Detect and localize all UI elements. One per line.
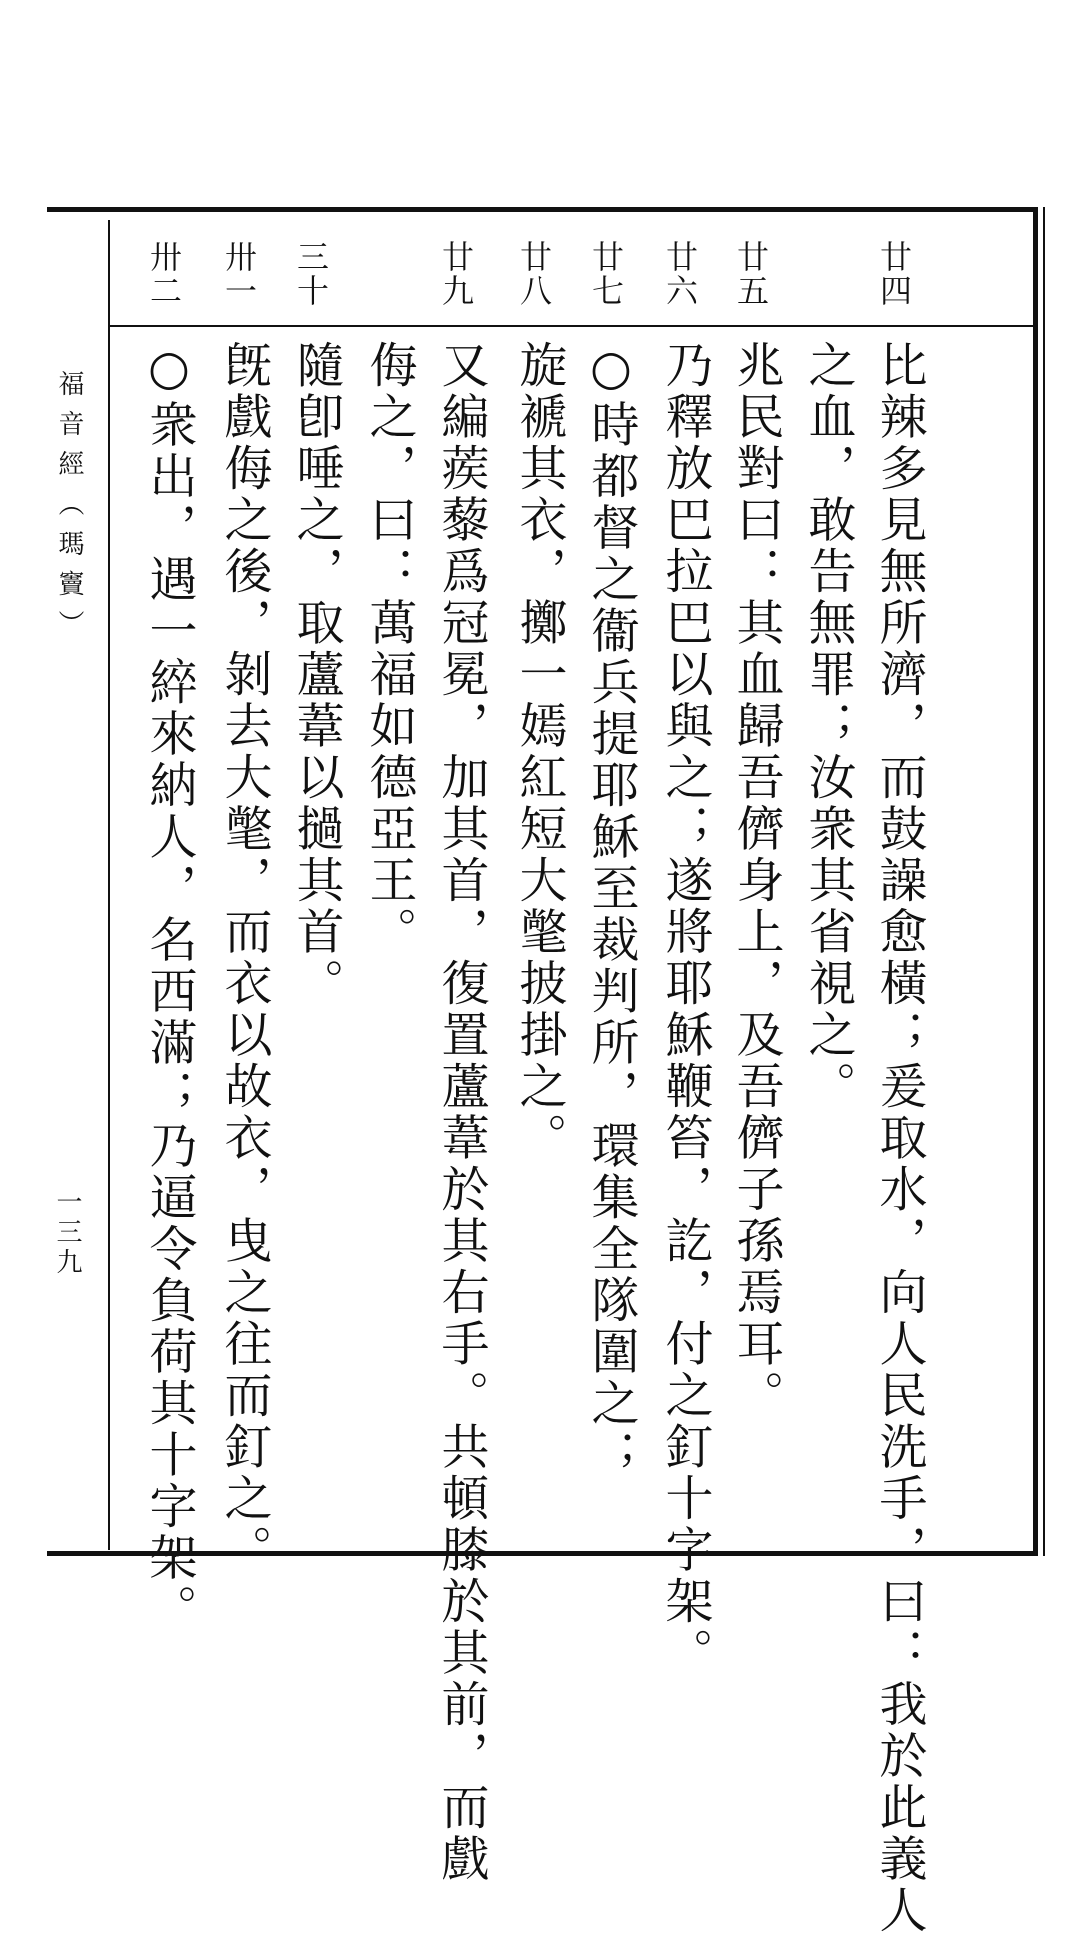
verse-text-column: 乃釋放巴拉巴以與之；遂將耶穌鞭笞，訖，付之釘十字架。 xyxy=(657,340,713,1679)
verse-text-column: ○時都督之衞兵提耶穌至裁判所，環集全隊圍之； xyxy=(583,340,639,1481)
verse-number: 三十 xyxy=(292,240,330,308)
verse-number: 廿七 xyxy=(587,240,625,308)
verse-text-column: 兆民對曰：其血歸吾儕身上，及吾儕子孫焉耳。 xyxy=(728,340,784,1422)
verse-text-column: 旋褫其衣，擲一嫣紅短大氅披掛之。 xyxy=(511,340,567,1164)
verse-number: 廿四 xyxy=(875,240,913,308)
verse-number-divider xyxy=(110,325,1033,327)
running-title: 福音經（瑪竇） xyxy=(54,370,84,650)
frame-left-rule xyxy=(108,220,110,1550)
frame-right-thin-rule xyxy=(1043,207,1045,1556)
verse-number: 卅二 xyxy=(145,240,183,308)
verse-text-column: 侮之，曰：萬福如德亞王。 xyxy=(361,340,417,958)
verse-number: 廿五 xyxy=(732,240,770,308)
verse-text-column: ○衆出，遇一綷來納人，名西滿；乃逼令負荷其十字架。 xyxy=(141,340,197,1636)
verse-text-column: 隨卽唾之，取蘆葦以撾其首。 xyxy=(288,340,344,1010)
verse-text-column: 之血，敢告無罪；汝衆其省視之。 xyxy=(800,340,856,1113)
verse-text-column: 旣戲侮之後，剝去大氅，而衣以故衣，曳之往而釘之。 xyxy=(216,340,272,1576)
verse-text-column: 又編蒺藜爲冠冕，加其首，復置蘆葦於其右手。共頓膝於其前，而戲 xyxy=(433,340,489,1885)
verse-text-column: 比辣多見無所濟，而鼓譟愈橫；爰取水，向人民洗手，曰：我於此義人 xyxy=(871,340,927,1937)
verse-number: 廿六 xyxy=(661,240,699,308)
page-number: 一三九 xyxy=(52,1188,82,1278)
verse-number: 廿八 xyxy=(515,240,553,308)
verse-number: 廿九 xyxy=(437,240,475,308)
verse-number: 卅一 xyxy=(220,240,258,308)
frame-right-rule xyxy=(1033,207,1038,1556)
